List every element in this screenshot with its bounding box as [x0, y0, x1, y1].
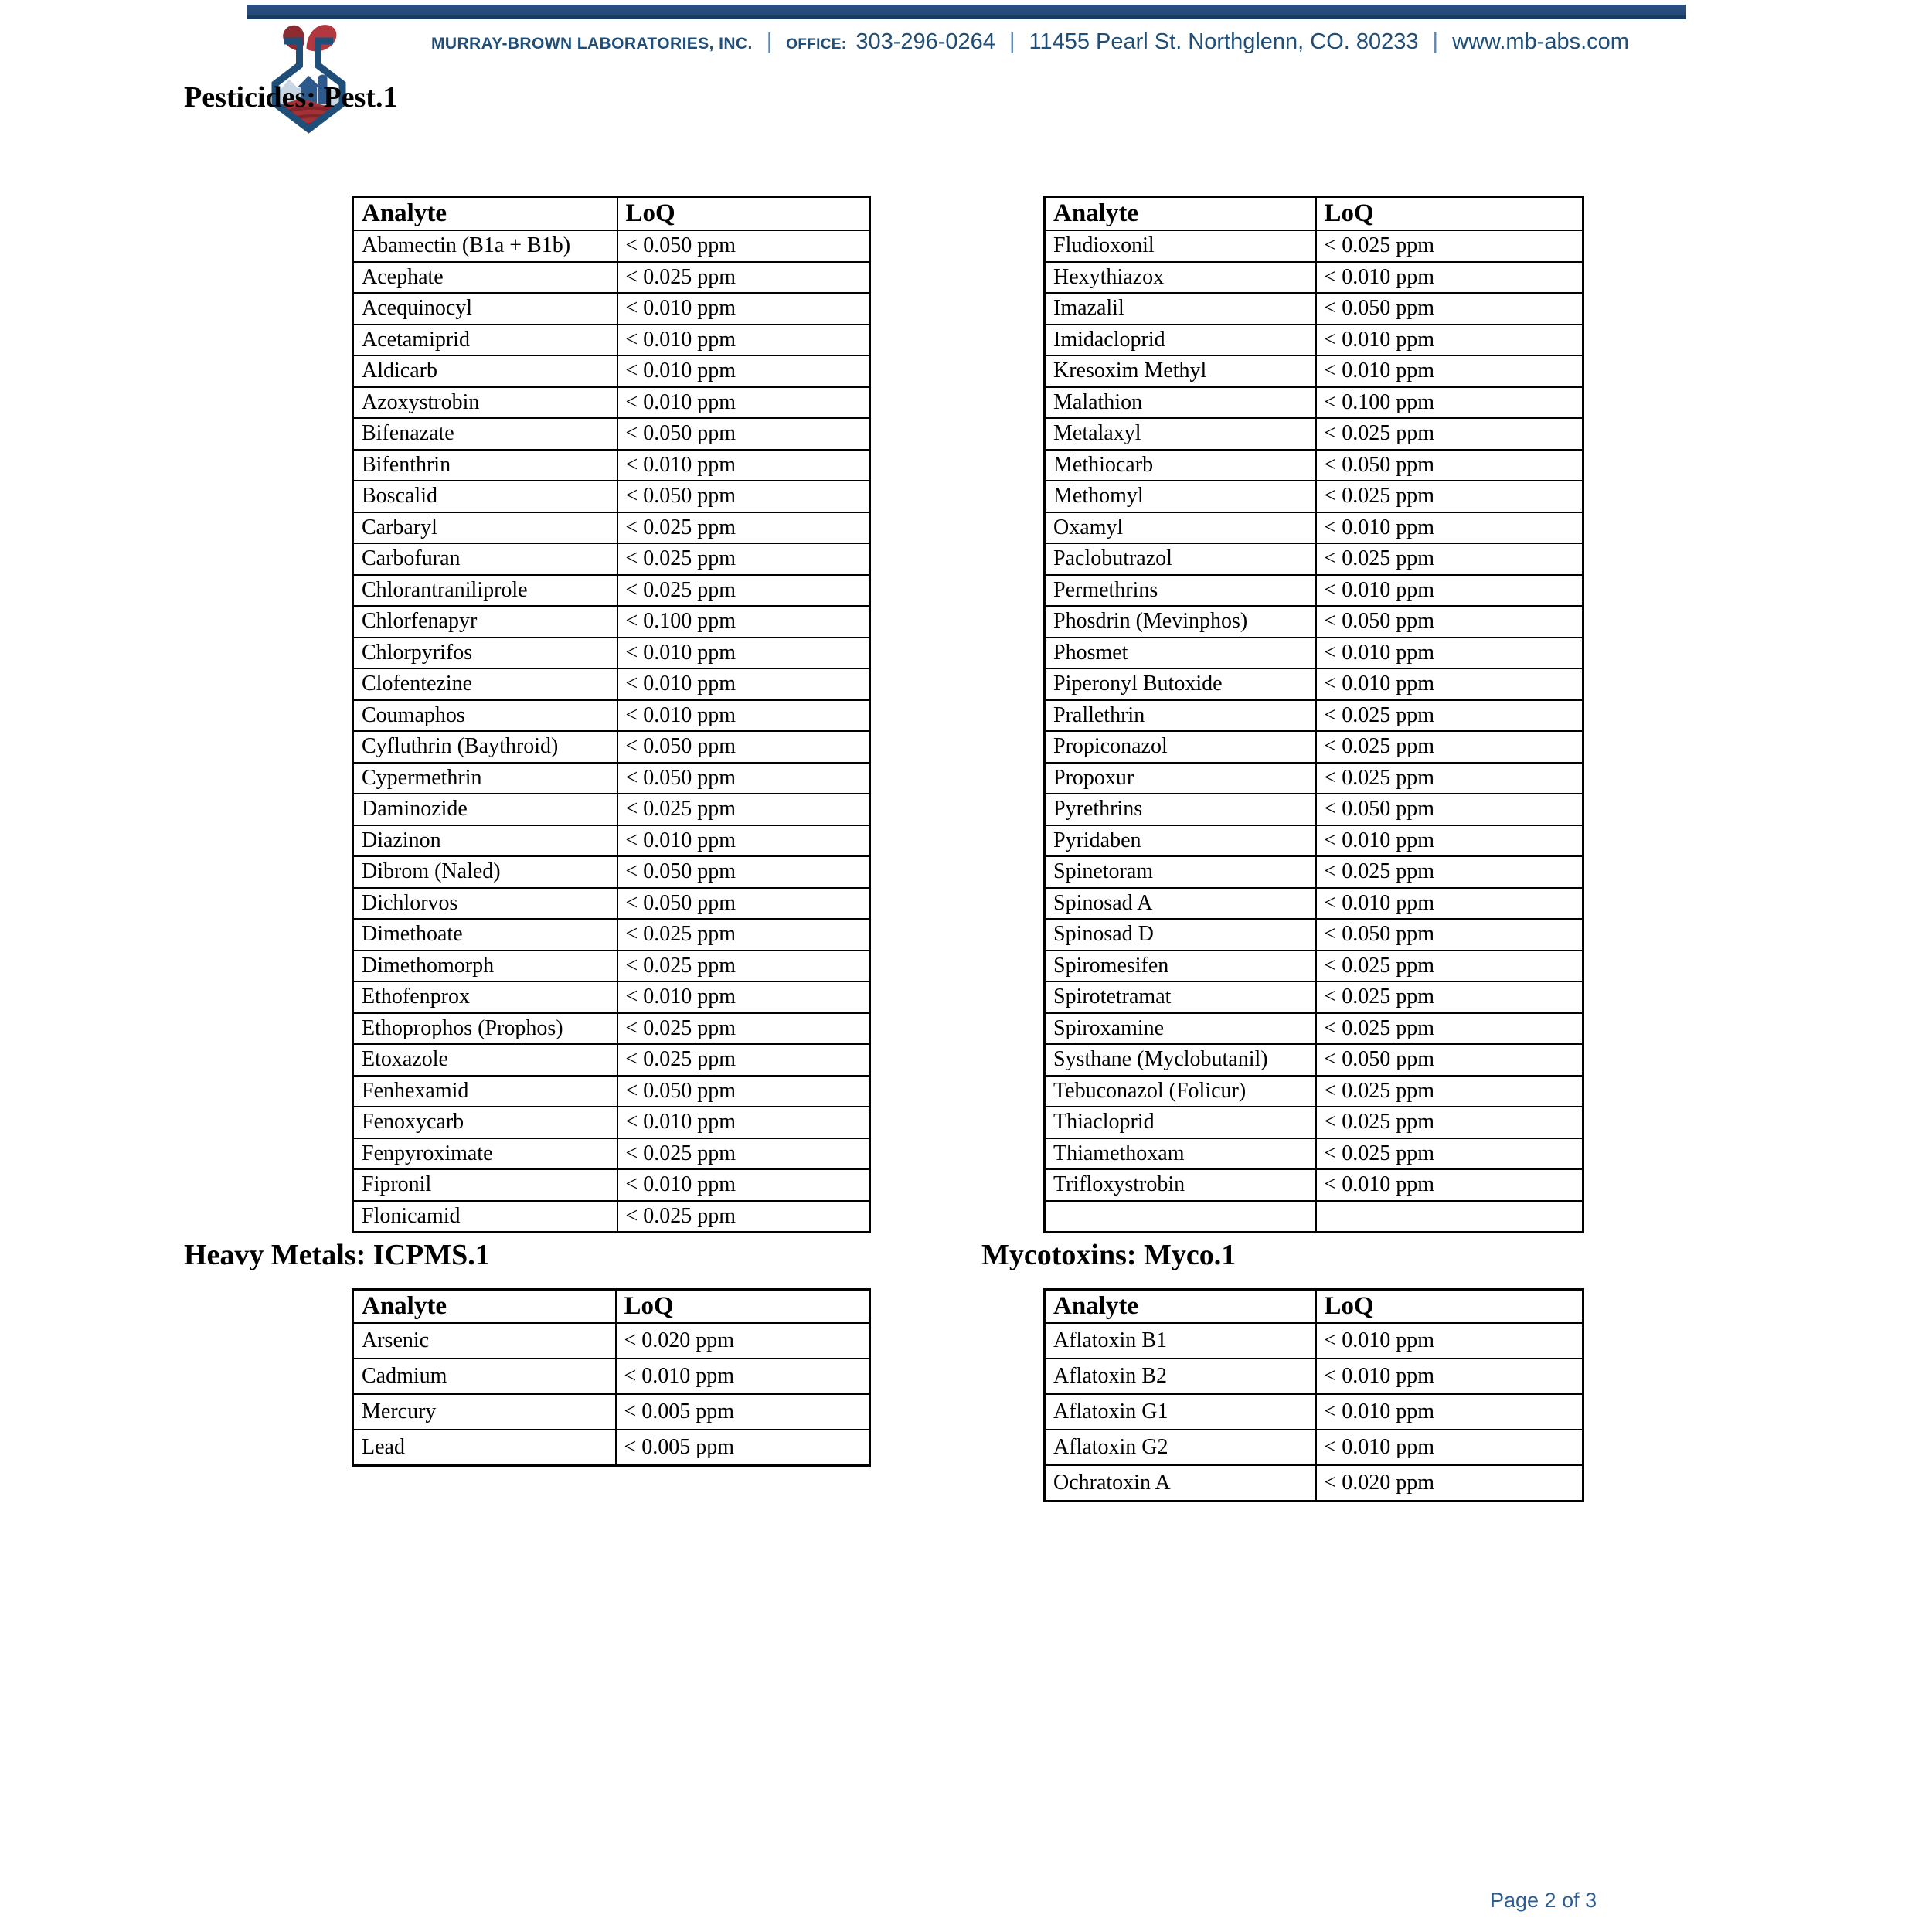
loq-cell: < 0.050 ppm: [617, 888, 870, 920]
loq-cell: < 0.025 ppm: [617, 1044, 870, 1076]
loq-cell: < 0.025 ppm: [1316, 418, 1583, 450]
loq-cell: < 0.025 ppm: [1316, 1107, 1583, 1138]
loq-cell: < 0.010 ppm: [617, 981, 870, 1013]
analyte-cell: Pyrethrins: [1045, 794, 1316, 825]
page-number: Page 2 of 3: [1490, 1889, 1597, 1912]
loq-cell: < 0.010 ppm: [1316, 1430, 1583, 1465]
header-contact-line: [431, 29, 1629, 65]
loq-cell: < 0.010 ppm: [1316, 512, 1583, 544]
table-row: [353, 1044, 870, 1076]
loq-column-header: LoQ: [617, 197, 870, 231]
analyte-cell: Dichlorvos: [353, 888, 617, 920]
loq-cell: < 0.025 ppm: [617, 1201, 870, 1233]
analyte-cell: Dibrom (Naled): [353, 856, 617, 888]
table-row: [353, 1076, 870, 1107]
table-row: [353, 262, 870, 294]
table-header-row: [353, 197, 870, 231]
loq-cell: < 0.010 ppm: [617, 387, 870, 419]
analyte-cell: Bifenazate: [353, 418, 617, 450]
analyte-cell: Tebuconazol (Folicur): [1045, 1076, 1316, 1107]
loq-cell: < 0.010 ppm: [1316, 888, 1583, 920]
analyte-cell: Fludioxonil: [1045, 230, 1316, 262]
analyte-cell: Clofentezine: [353, 668, 617, 700]
analyte-cell: Malathion: [1045, 387, 1316, 419]
loq-cell: < 0.010 ppm: [617, 325, 870, 356]
loq-cell: < 0.025 ppm: [1316, 951, 1583, 982]
analyte-cell: Aflatoxin B1: [1045, 1323, 1316, 1359]
analyte-cell: Spiroxamine: [1045, 1013, 1316, 1045]
analyte-cell: Spinetoram: [1045, 856, 1316, 888]
analyte-cell: Coumaphos: [353, 700, 617, 732]
analyte-cell: Thiacloprid: [1045, 1107, 1316, 1138]
table-row: [1045, 981, 1583, 1013]
loq-cell: < 0.010 ppm: [617, 825, 870, 857]
table-row: [1045, 1394, 1583, 1430]
table-row: [353, 731, 870, 763]
table-row: [353, 1201, 870, 1233]
table-row: [1045, 355, 1583, 387]
analyte-cell: Dimethoate: [353, 919, 617, 951]
analyte-cell: Etoxazole: [353, 1044, 617, 1076]
analyte-cell: Permethrins: [1045, 575, 1316, 607]
analyte-cell: Paclobutrazol: [1045, 543, 1316, 575]
table-row: [1045, 606, 1583, 638]
analyte-cell: Piperonyl Butoxide: [1045, 668, 1316, 700]
table-row: [353, 668, 870, 700]
analyte-cell: Acequinocyl: [353, 293, 617, 325]
separator-bar: |: [1009, 29, 1015, 54]
analyte-cell: Chlorpyrifos: [353, 638, 617, 669]
loq-cell: < 0.010 ppm: [1316, 1323, 1583, 1359]
header-bar: [247, 5, 1686, 19]
loq-cell: < 0.025 ppm: [1316, 481, 1583, 512]
analyte-cell: Lead: [353, 1430, 616, 1466]
table-row: [353, 230, 870, 262]
loq-cell: < 0.050 ppm: [1316, 293, 1583, 325]
table-row: [1045, 856, 1583, 888]
table-row: [1045, 1138, 1583, 1170]
loq-cell: < 0.010 ppm: [617, 700, 870, 732]
loq-cell: < 0.010 ppm: [617, 1169, 870, 1201]
loq-cell: < 0.010 ppm: [1316, 1169, 1583, 1201]
table-row: [1045, 668, 1583, 700]
table-row: [353, 1323, 870, 1359]
analyte-cell: Spinosad D: [1045, 919, 1316, 951]
analyte-cell: Diazinon: [353, 825, 617, 857]
table-row: [353, 450, 870, 481]
analyte-cell: Carbofuran: [353, 543, 617, 575]
loq-cell: < 0.010 ppm: [617, 668, 870, 700]
loq-cell: < 0.100 ppm: [617, 606, 870, 638]
analyte-cell: Imazalil: [1045, 293, 1316, 325]
analyte-cell: Ethofenprox: [353, 981, 617, 1013]
table-row: [353, 1394, 870, 1430]
pesticides-right-table: [1043, 196, 1584, 1233]
analyte-cell: Methomyl: [1045, 481, 1316, 512]
table-row: [353, 387, 870, 419]
loq-cell: < 0.025 ppm: [1316, 981, 1583, 1013]
table-row: [1045, 888, 1583, 920]
table-row: [353, 325, 870, 356]
table-row: [1045, 1169, 1583, 1201]
loq-cell: < 0.050 ppm: [617, 230, 870, 262]
table-row: [1045, 763, 1583, 794]
analyte-cell: Metalaxyl: [1045, 418, 1316, 450]
analyte-cell: Aldicarb: [353, 355, 617, 387]
table-row: [1045, 325, 1583, 356]
table-row: [353, 575, 870, 607]
table-row: [1045, 1076, 1583, 1107]
loq-cell: < 0.050 ppm: [617, 1076, 870, 1107]
loq-cell: < 0.010 ppm: [1316, 1394, 1583, 1430]
loq-cell: < 0.050 ppm: [1316, 450, 1583, 481]
analyte-cell: Fenoxycarb: [353, 1107, 617, 1138]
table-row: [1045, 638, 1583, 669]
analyte-cell: Arsenic: [353, 1323, 616, 1359]
table-row: [1045, 1465, 1583, 1502]
loq-cell: < 0.025 ppm: [617, 1013, 870, 1045]
loq-cell: < 0.100 ppm: [1316, 387, 1583, 419]
loq-cell: < 0.010 ppm: [1316, 825, 1583, 857]
loq-cell: < 0.010 ppm: [1316, 262, 1583, 294]
table-row: [1045, 1107, 1583, 1138]
analyte-cell: Ochratoxin A: [1045, 1465, 1316, 1502]
analyte-cell: Systhane (Myclobutanil): [1045, 1044, 1316, 1076]
table-row: [353, 481, 870, 512]
table-row: [1045, 481, 1583, 512]
table-row: [353, 638, 870, 669]
table-row: [353, 919, 870, 951]
table-header-row: [353, 1290, 870, 1324]
table-row: [1045, 418, 1583, 450]
table-row: [1045, 387, 1583, 419]
table-row: [353, 543, 870, 575]
table-header-row: [1045, 1290, 1583, 1324]
analyte-column-header: Analyte: [353, 1290, 616, 1324]
analyte-cell: Pyridaben: [1045, 825, 1316, 857]
table-row: [1045, 450, 1583, 481]
analyte-cell: Carbaryl: [353, 512, 617, 544]
loq-cell: < 0.025 ppm: [1316, 543, 1583, 575]
loq-cell: < 0.010 ppm: [1316, 1359, 1583, 1394]
table-row: [353, 512, 870, 544]
table-row: [1045, 1201, 1583, 1233]
loq-cell: < 0.025 ppm: [1316, 230, 1583, 262]
loq-cell: < 0.050 ppm: [617, 481, 870, 512]
analyte-cell: Chlorantraniliprole: [353, 575, 617, 607]
separator-bar: |: [1432, 29, 1439, 54]
analyte-cell: Hexythiazox: [1045, 262, 1316, 294]
analyte-cell: Thiamethoxam: [1045, 1138, 1316, 1170]
loq-cell: < 0.050 ppm: [617, 856, 870, 888]
loq-cell: < 0.025 ppm: [617, 794, 870, 825]
loq-cell: [1316, 1201, 1583, 1233]
mycotoxins-table: [1043, 1288, 1584, 1502]
loq-column-header: LoQ: [616, 1290, 870, 1324]
loq-cell: < 0.025 ppm: [1316, 1013, 1583, 1045]
table-header-row: [1045, 197, 1583, 231]
analyte-cell: Mercury: [353, 1394, 616, 1430]
table-row: [1045, 293, 1583, 325]
loq-column-header: LoQ: [1316, 197, 1583, 231]
loq-cell: < 0.010 ppm: [617, 638, 870, 669]
table-row: [1045, 700, 1583, 732]
analyte-cell: Boscalid: [353, 481, 617, 512]
table-row: [353, 700, 870, 732]
table-row: [353, 825, 870, 857]
loq-cell: < 0.025 ppm: [1316, 1076, 1583, 1107]
analyte-cell: Chlorfenapyr: [353, 606, 617, 638]
analyte-cell: Ethoprophos (Prophos): [353, 1013, 617, 1045]
table-row: [1045, 230, 1583, 262]
loq-cell: < 0.010 ppm: [1316, 325, 1583, 356]
analyte-cell: Fenpyroximate: [353, 1138, 617, 1170]
analyte-cell: Abamectin (B1a + B1b): [353, 230, 617, 262]
loq-cell: < 0.025 ppm: [617, 951, 870, 982]
loq-cell: < 0.025 ppm: [617, 575, 870, 607]
pesticides-section-title: Pesticides: Pest.1: [184, 81, 398, 114]
analyte-cell: Dimethomorph: [353, 951, 617, 982]
loq-cell: < 0.010 ppm: [1316, 355, 1583, 387]
loq-cell: < 0.050 ppm: [1316, 1044, 1583, 1076]
table-row: [1045, 1359, 1583, 1394]
analyte-cell: Spirotetramat: [1045, 981, 1316, 1013]
analyte-cell: Aflatoxin G1: [1045, 1394, 1316, 1430]
loq-cell: < 0.025 ppm: [1316, 763, 1583, 794]
table-row: [353, 763, 870, 794]
analyte-cell: Phosmet: [1045, 638, 1316, 669]
table-row: [1045, 1044, 1583, 1076]
analyte-cell: Oxamyl: [1045, 512, 1316, 544]
table-row: [353, 856, 870, 888]
loq-cell: < 0.010 ppm: [617, 1107, 870, 1138]
analyte-cell: [1045, 1201, 1316, 1233]
table-row: [353, 1430, 870, 1466]
loq-cell: < 0.020 ppm: [1316, 1465, 1583, 1502]
table-row: [353, 293, 870, 325]
loq-cell: < 0.010 ppm: [616, 1359, 870, 1394]
table-row: [1045, 825, 1583, 857]
loq-cell: < 0.050 ppm: [1316, 919, 1583, 951]
loq-cell: < 0.010 ppm: [1316, 575, 1583, 607]
table-row: [1045, 1323, 1583, 1359]
table-row: [1045, 731, 1583, 763]
loq-cell: < 0.025 ppm: [1316, 1138, 1583, 1170]
analyte-column-header: Analyte: [1045, 197, 1316, 231]
loq-cell: < 0.005 ppm: [616, 1394, 870, 1430]
loq-cell: < 0.050 ppm: [617, 731, 870, 763]
table-row: [1045, 951, 1583, 982]
analyte-cell: Spiromesifen: [1045, 951, 1316, 982]
analyte-cell: Kresoxim Methyl: [1045, 355, 1316, 387]
analyte-cell: Trifloxystrobin: [1045, 1169, 1316, 1201]
table-row: [1045, 575, 1583, 607]
table-row: [1045, 512, 1583, 544]
table-row: [1045, 794, 1583, 825]
table-row: [353, 1138, 870, 1170]
loq-cell: < 0.025 ppm: [617, 262, 870, 294]
analyte-cell: Propoxur: [1045, 763, 1316, 794]
heavy-metals-section-title: Heavy Metals: ICPMS.1: [184, 1239, 490, 1271]
loq-column-header: LoQ: [1316, 1290, 1583, 1324]
analyte-cell: Acetamiprid: [353, 325, 617, 356]
company-name: MURRAY-BROWN LABORATORIES, INC.: [431, 35, 753, 53]
table-row: [353, 418, 870, 450]
loq-cell: < 0.010 ppm: [617, 450, 870, 481]
analyte-cell: Spinosad A: [1045, 888, 1316, 920]
analyte-cell: Cyfluthrin (Baythroid): [353, 731, 617, 763]
analyte-cell: Propiconazol: [1045, 731, 1316, 763]
loq-cell: < 0.050 ppm: [617, 763, 870, 794]
analyte-cell: Flonicamid: [353, 1201, 617, 1233]
loq-cell: < 0.025 ppm: [617, 543, 870, 575]
table-row: [353, 951, 870, 982]
analyte-cell: Fipronil: [353, 1169, 617, 1201]
loq-cell: < 0.010 ppm: [1316, 668, 1583, 700]
mycotoxins-section-title: Mycotoxins: Myco.1: [981, 1239, 1236, 1271]
loq-cell: < 0.010 ppm: [1316, 638, 1583, 669]
analyte-cell: Cypermethrin: [353, 763, 617, 794]
table-row: [353, 1359, 870, 1394]
analyte-cell: Prallethrin: [1045, 700, 1316, 732]
loq-cell: < 0.025 ppm: [617, 1138, 870, 1170]
heavy-metals-table: [352, 1288, 871, 1467]
separator-bar: |: [766, 29, 773, 54]
analyte-cell: Fenhexamid: [353, 1076, 617, 1107]
loq-cell: < 0.005 ppm: [616, 1430, 870, 1466]
analyte-cell: Imidacloprid: [1045, 325, 1316, 356]
analyte-cell: Methiocarb: [1045, 450, 1316, 481]
loq-cell: < 0.050 ppm: [1316, 606, 1583, 638]
loq-cell: < 0.025 ppm: [1316, 731, 1583, 763]
analyte-cell: Acephate: [353, 262, 617, 294]
loq-cell: < 0.050 ppm: [617, 418, 870, 450]
analyte-cell: Cadmium: [353, 1359, 616, 1394]
table-row: [353, 1013, 870, 1045]
table-row: [1045, 262, 1583, 294]
loq-cell: < 0.025 ppm: [617, 919, 870, 951]
table-row: [1045, 543, 1583, 575]
table-row: [353, 1169, 870, 1201]
table-row: [353, 981, 870, 1013]
office-label: OFFICE:: [786, 36, 847, 53]
analyte-cell: Phosdrin (Mevinphos): [1045, 606, 1316, 638]
analyte-cell: Aflatoxin B2: [1045, 1359, 1316, 1394]
table-row: [353, 888, 870, 920]
website: www.mb-abs.com: [1452, 29, 1629, 54]
table-row: [353, 1107, 870, 1138]
table-row: [353, 794, 870, 825]
phone-number: 303-296-0264: [855, 29, 995, 54]
table-row: [1045, 1013, 1583, 1045]
analyte-cell: Daminozide: [353, 794, 617, 825]
analyte-column-header: Analyte: [353, 197, 617, 231]
loq-cell: < 0.025 ppm: [617, 512, 870, 544]
loq-cell: < 0.020 ppm: [616, 1323, 870, 1359]
analyte-cell: Azoxystrobin: [353, 387, 617, 419]
loq-cell: < 0.050 ppm: [1316, 794, 1583, 825]
loq-cell: < 0.010 ppm: [617, 355, 870, 387]
pesticides-left-table: [352, 196, 871, 1233]
loq-cell: < 0.010 ppm: [617, 293, 870, 325]
analyte-cell: Bifenthrin: [353, 450, 617, 481]
table-row: [1045, 919, 1583, 951]
address: 11455 Pearl St. Northglenn, CO. 80233: [1029, 29, 1419, 54]
loq-cell: < 0.025 ppm: [1316, 856, 1583, 888]
loq-cell: < 0.025 ppm: [1316, 700, 1583, 732]
analyte-column-header: Analyte: [1045, 1290, 1316, 1324]
table-row: [1045, 1430, 1583, 1465]
table-row: [353, 606, 870, 638]
analyte-cell: Aflatoxin G2: [1045, 1430, 1316, 1465]
table-row: [353, 355, 870, 387]
